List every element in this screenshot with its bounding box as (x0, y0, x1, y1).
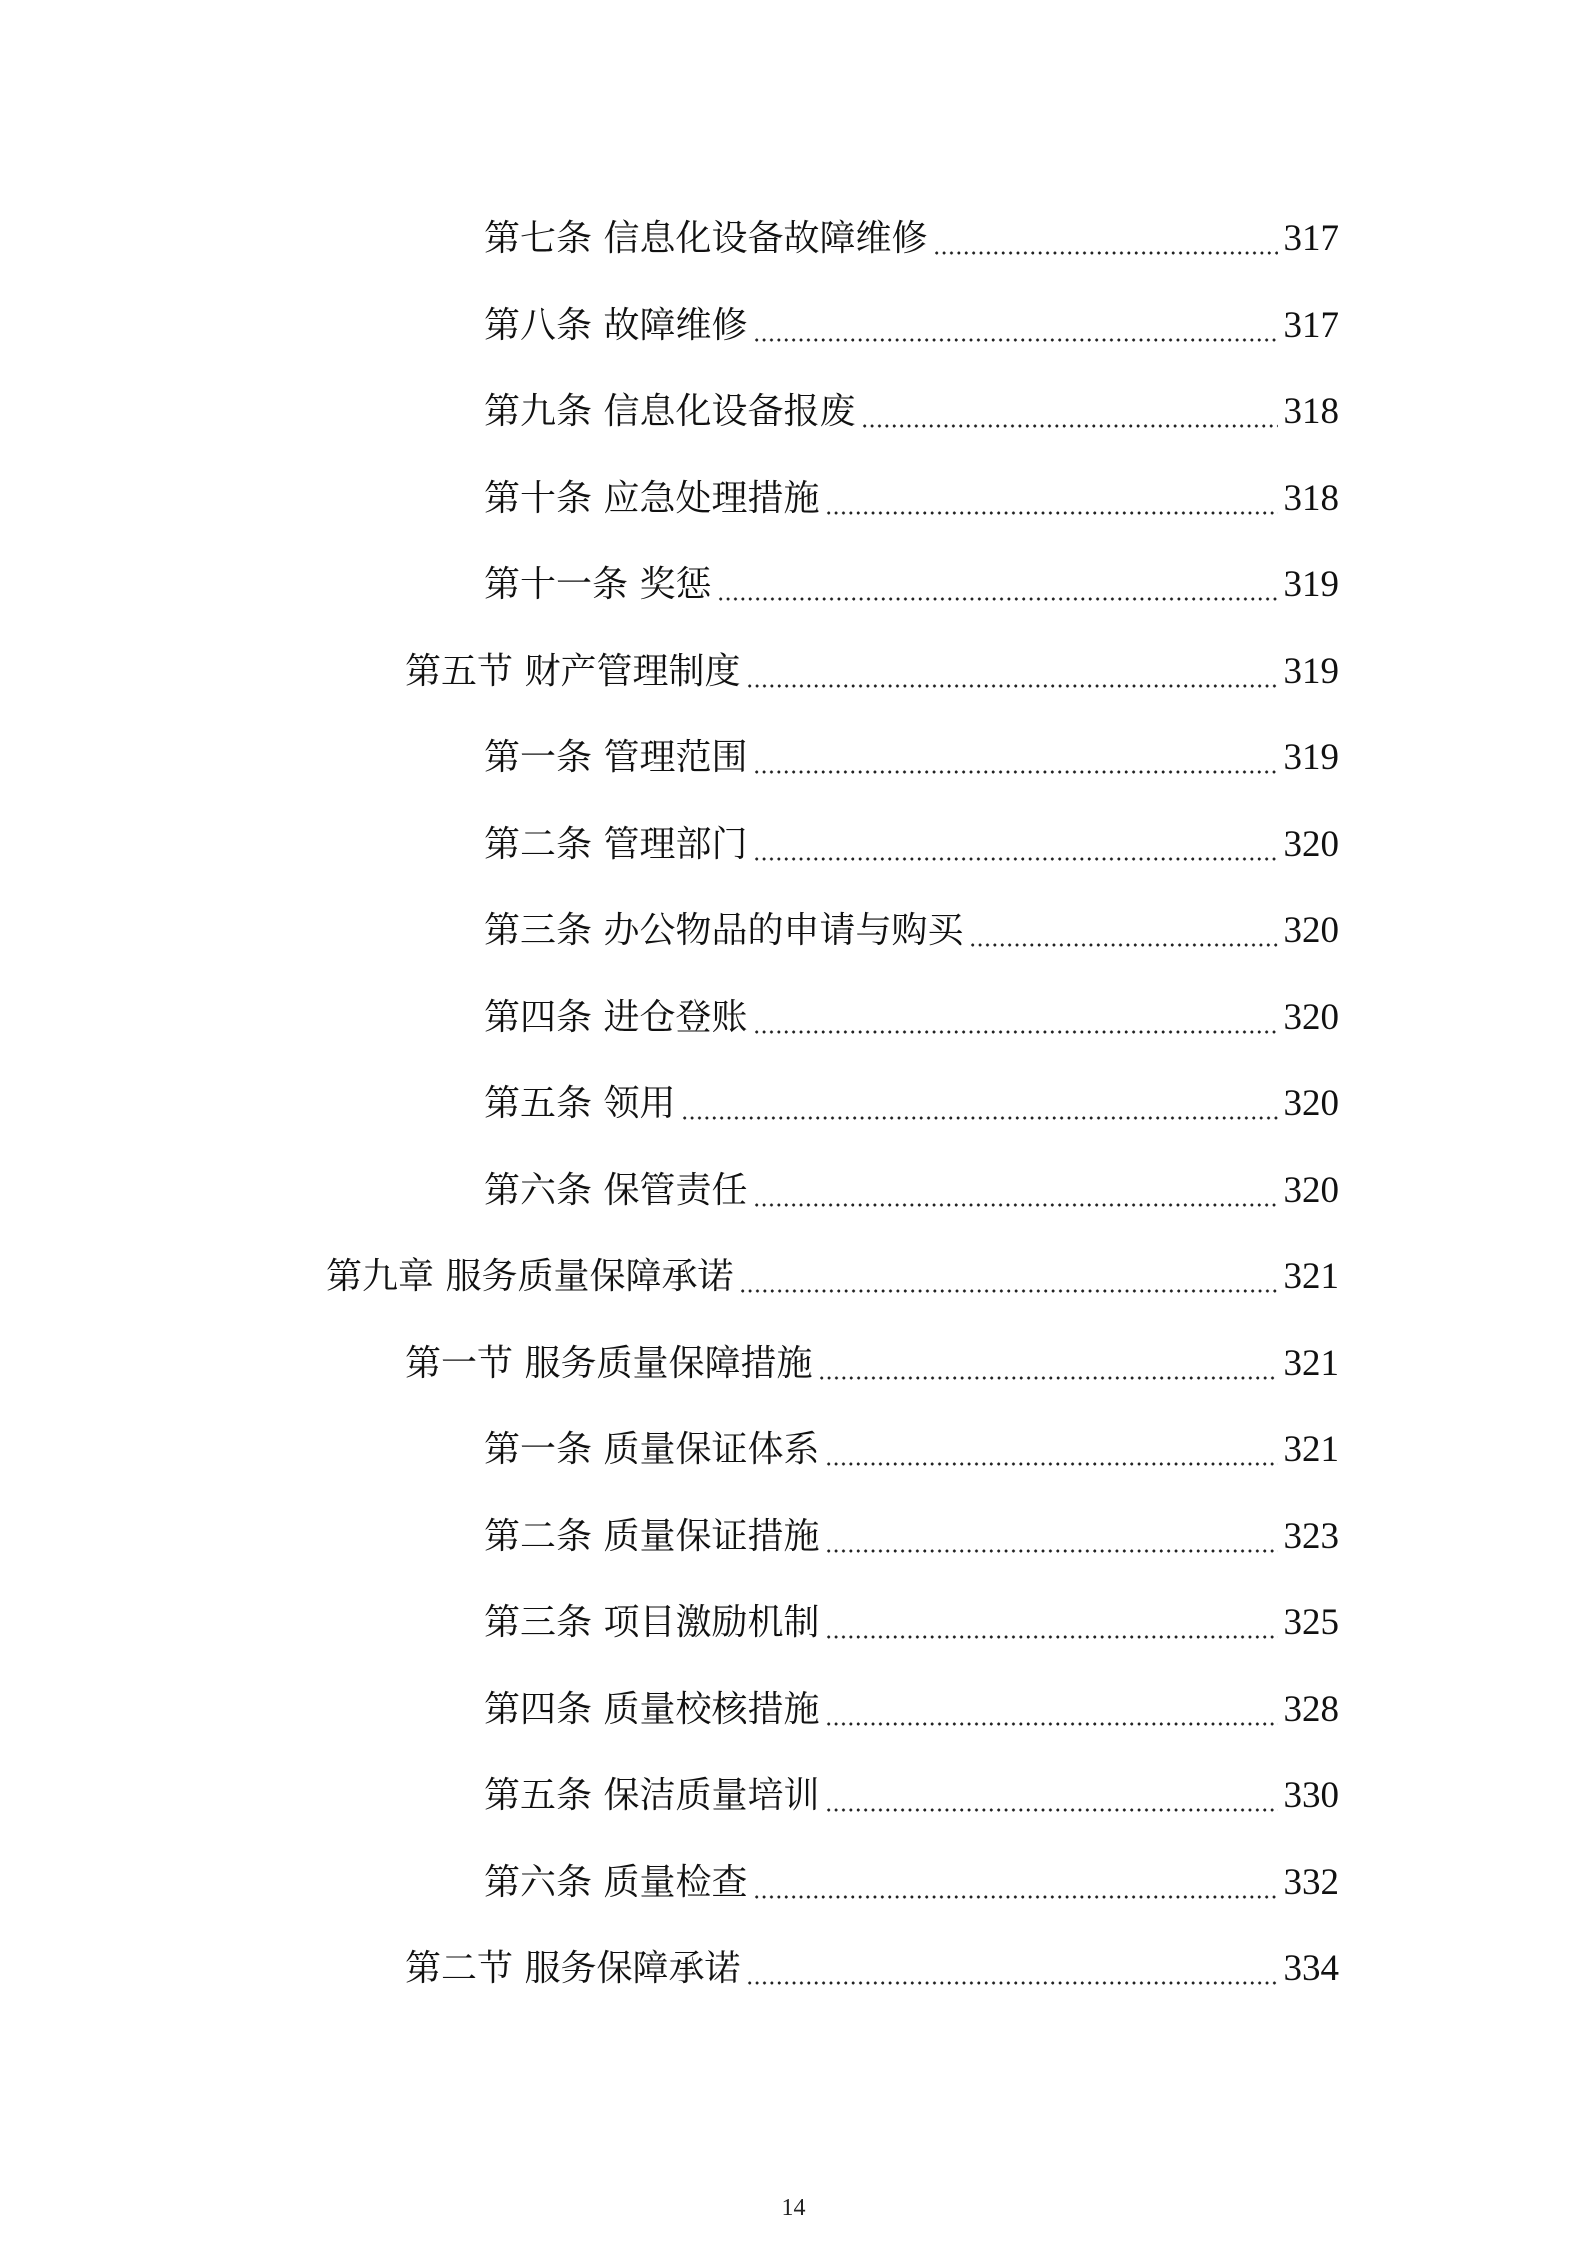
toc-entry-page: 332 (1283, 1861, 1339, 1903)
toc-entry-label: 第四条 质量校核措施 (484, 1688, 820, 1730)
toc-entry-label: 第三条 项目激励机制 (484, 1602, 820, 1644)
toc-entry-label: 第二条 管理部门 (484, 823, 748, 865)
toc-entry-page: 318 (1283, 477, 1339, 519)
toc-dot-leader (753, 767, 1277, 777)
toc-dot-leader (825, 1546, 1277, 1556)
toc-dot-leader (753, 1027, 1277, 1037)
toc-entry[interactable] (0, 1580, 1587, 1667)
toc-entry-label: 第一节 服务质量保障措施 (405, 1342, 813, 1384)
toc-dot-leader (861, 421, 1277, 431)
toc-entry-page: 321 (1283, 1256, 1339, 1298)
toc-dot-leader (825, 508, 1277, 518)
toc-dot-leader (753, 335, 1277, 345)
toc-entry-page: 320 (1283, 996, 1339, 1038)
toc-entry-label: 第三条 办公物品的申请与购买 (484, 910, 964, 952)
toc-entry-label: 第一条 质量保证体系 (484, 1429, 820, 1471)
toc-entry[interactable] (0, 1321, 1587, 1408)
toc-entry-page: 330 (1283, 1775, 1339, 1817)
toc-entry[interactable] (0, 975, 1587, 1062)
toc-entry[interactable] (0, 888, 1587, 975)
toc-entry-label: 第五条 保洁质量培训 (484, 1775, 820, 1817)
toc-dot-leader (753, 854, 1277, 864)
toc-dot-leader (746, 1978, 1277, 1988)
toc-entry-page: 318 (1283, 391, 1339, 433)
toc-entry-label: 第十条 应急处理措施 (484, 477, 820, 519)
toc-dot-leader (825, 1632, 1277, 1642)
toc-dot-leader (681, 1113, 1277, 1123)
toc-entry[interactable] (0, 456, 1587, 543)
toc-entry[interactable] (0, 1753, 1587, 1840)
toc-entry[interactable] (0, 1667, 1587, 1754)
toc-entry[interactable] (0, 542, 1587, 629)
toc-entry[interactable] (0, 283, 1587, 370)
toc-entry-page: 319 (1283, 564, 1339, 606)
toc-entry[interactable] (0, 1234, 1587, 1321)
toc-entry-label: 第四条 进仓登账 (484, 996, 748, 1038)
toc-entry-label: 第二条 质量保证措施 (484, 1515, 820, 1557)
toc-entry-page: 319 (1283, 650, 1339, 692)
toc-entry-label: 第九章 服务质量保障承诺 (326, 1256, 734, 1298)
toc-entry-page: 323 (1283, 1515, 1339, 1557)
toc-entry[interactable] (0, 629, 1587, 716)
toc-entry-page: 317 (1283, 218, 1339, 260)
toc-dot-leader (818, 1373, 1277, 1383)
toc-entry-label: 第六条 保管责任 (484, 1169, 748, 1211)
toc-entry-label: 第七条 信息化设备故障维修 (484, 218, 928, 260)
toc-entry[interactable] (0, 715, 1587, 802)
toc-entry-page: 321 (1283, 1429, 1339, 1471)
toc-dot-leader (739, 1286, 1277, 1296)
toc-dot-leader (969, 940, 1277, 950)
toc-entry[interactable] (0, 1407, 1587, 1494)
toc-entry[interactable] (0, 196, 1587, 283)
toc-entry[interactable] (0, 802, 1587, 889)
table-of-contents (0, 196, 1587, 2013)
toc-dot-leader (825, 1805, 1277, 1815)
toc-entry-label: 第六条 质量检查 (484, 1861, 748, 1903)
toc-dot-leader (825, 1459, 1277, 1469)
toc-entry-label: 第十一条 奖惩 (484, 564, 712, 606)
toc-entry-page: 325 (1283, 1602, 1339, 1644)
toc-entry-page: 319 (1283, 737, 1339, 779)
toc-entry[interactable] (0, 1061, 1587, 1148)
toc-entry-label: 第五节 财产管理制度 (405, 650, 741, 692)
toc-entry-page: 320 (1283, 823, 1339, 865)
toc-entry[interactable] (0, 369, 1587, 456)
toc-entry-label: 第二节 服务保障承诺 (405, 1948, 741, 1990)
toc-entry-page: 334 (1283, 1948, 1339, 1990)
toc-dot-leader (717, 594, 1277, 604)
toc-entry-page: 328 (1283, 1688, 1339, 1730)
toc-dot-leader (933, 248, 1277, 258)
toc-entry-label: 第九条 信息化设备报废 (484, 391, 856, 433)
toc-entry-page: 320 (1283, 1169, 1339, 1211)
toc-dot-leader (753, 1200, 1277, 1210)
toc-entry[interactable] (0, 1148, 1587, 1235)
toc-dot-leader (746, 681, 1277, 691)
toc-entry[interactable] (0, 1926, 1587, 2013)
toc-entry-label: 第八条 故障维修 (484, 304, 748, 346)
toc-entry-label: 第一条 管理范围 (484, 737, 748, 779)
toc-entry-page: 320 (1283, 1083, 1339, 1125)
page-number: 14 (781, 2195, 806, 2221)
toc-entry-page: 320 (1283, 910, 1339, 952)
toc-entry[interactable] (0, 1494, 1587, 1581)
toc-entry-label: 第五条 领用 (484, 1083, 676, 1125)
toc-entry[interactable] (0, 1840, 1587, 1927)
toc-dot-leader (825, 1719, 1277, 1729)
toc-entry-page: 317 (1283, 304, 1339, 346)
toc-entry-page: 321 (1283, 1342, 1339, 1384)
toc-dot-leader (753, 1892, 1277, 1902)
